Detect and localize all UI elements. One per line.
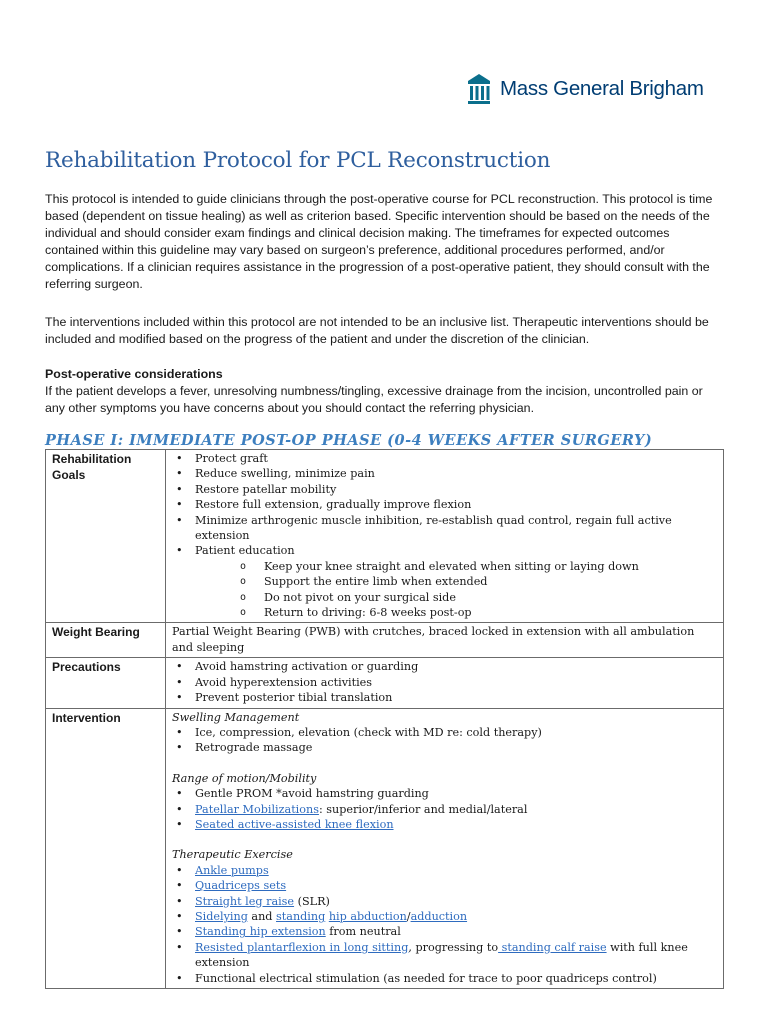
considerations-text: If the patient develops a fever, unresolving numbness/tingling, excessive drainage from the incision, uncontrolled pain or any other symptoms you have concerns about you should contact the referring physician. [45, 384, 703, 415]
plantarflexion-link[interactable]: Resisted plantarflexion in long sitting [195, 940, 409, 954]
standing-link[interactable]: standing [276, 909, 326, 923]
row-label: Rehabilitation Goals [46, 450, 166, 623]
section-title: Therapeutic Exercise [172, 848, 293, 862]
intervention-cell [166, 708, 724, 989]
list-item [172, 894, 717, 909]
list-item-text: from neutral [325, 925, 401, 939]
intro-paragraph: This protocol is intended to guide clinicians through the post-operative course for PCL reconstruction. This protocol is time based (dependent on tissue healing) as well as criterion based. Specific intervention should be based on the needs of the individual and should consider exam findings and clinical decision making. The timeframes for expected outcomes contained within this guideline may vary based on surgeon’s preference, additional procedures performed, and/or complications. If a clinician requires assistance in the progression of a post-operative patient, they should consult with the referring surgeon. [45, 192, 713, 291]
section-title: Swelling Management [172, 710, 300, 724]
list-item [172, 817, 717, 832]
list-item: o Do not pivot on your surgical side [240, 590, 717, 605]
list-item: • Protect graft [172, 451, 717, 466]
post-op-considerations [45, 366, 723, 417]
goals-list [172, 451, 717, 620]
table-row [46, 658, 724, 708]
weight-bearing-cell: Partial Weight Bearing (PWB) with crutches, braced locked in extension with all ambulation and sleeping [166, 623, 724, 658]
table-row [46, 623, 724, 658]
page-title: Rehabilitation Protocol for PCL Reconstruction [45, 148, 551, 173]
exercise-list [172, 863, 717, 986]
patellar-mobilizations-link[interactable]: Patellar Mobilizations [195, 802, 319, 816]
list-item: • Minimize arthrogenic muscle inhibition, re-establish quad control, regain full active extension [172, 513, 717, 544]
list-item-text: with full knee extension [195, 940, 688, 970]
straight-leg-raise-link[interactable]: Straight leg raise [195, 894, 295, 908]
brand-name: Mass General Brigham [500, 77, 704, 100]
rom-list [172, 786, 717, 832]
considerations-heading: Post-operative considerations [45, 367, 223, 381]
list-item [172, 802, 717, 817]
ankle-pumps-link[interactable]: Ankle pumps [195, 863, 269, 877]
interventions-note: The interventions included within this protocol are not intended to be an inclusive list. Therapeutic interventions should be included and modified based on the progress of the patient and under the discretion of the clinician. [45, 315, 709, 346]
list-item: • Gentle PROM *avoid hamstring guarding [172, 786, 717, 801]
adduction-link[interactable]: adduction [410, 909, 468, 923]
spacer [172, 756, 717, 771]
list-item [172, 863, 717, 878]
table-row [46, 450, 724, 623]
quadriceps-sets-link[interactable]: Quadriceps sets [195, 879, 287, 893]
hip-extension-link[interactable]: Standing hip extension [195, 925, 326, 939]
list-item: • Restore patellar mobility [172, 482, 717, 497]
list-item: • Avoid hamstring activation or guarding [172, 659, 717, 674]
goals-cell [166, 450, 724, 623]
list-item-text: (SLR) [294, 894, 330, 908]
spacer [172, 832, 717, 847]
list-item: • Restore full extension, gradually improve flexion [172, 497, 717, 512]
knee-flexion-link[interactable]: Seated active-assisted knee flexion [195, 817, 394, 831]
table-row [46, 708, 724, 989]
brand-logo [466, 72, 704, 106]
section-title: Range of motion/Mobility [172, 771, 317, 785]
calf-raise-link[interactable]: standing calf raise [498, 940, 607, 954]
list-item-text: : superior/inferior and medial/lateral [318, 802, 528, 816]
education-list [195, 559, 717, 621]
phase-one-table [45, 449, 724, 989]
precautions-cell [166, 658, 724, 708]
list-item: o Return to driving: 6-8 weeks post-op [240, 605, 717, 620]
list-item: • Ice, compression, elevation (check with MD re: cold therapy) [172, 725, 717, 740]
list-item: • Avoid hyperextension activities [172, 675, 717, 690]
list-item: • Prevent posterior tibial translation [172, 690, 717, 705]
list-item [172, 924, 717, 939]
list-item: • Reduce swelling, minimize pain [172, 466, 717, 481]
list-item [172, 878, 717, 893]
list-item-text: and [247, 909, 277, 923]
list-item [172, 940, 717, 971]
list-item: o Keep your knee straight and elevated when sitting or laying down [240, 559, 717, 574]
list-item-text: Patient education [195, 544, 295, 558]
hip-abduction-link[interactable]: hip abduction [328, 909, 407, 923]
list-item: • Functional electrical stimulation (as needed for trace to poor quadriceps control) [172, 971, 717, 986]
phase-heading: PHASE I: IMMEDIATE POST-OP PHASE (0-4 WEEKS AFTER SURGERY) [45, 432, 653, 449]
list-item: o Support the entire limb when extended [240, 574, 717, 589]
sidelying-link[interactable]: Sidelying [195, 909, 248, 923]
row-label: Precautions [46, 658, 166, 708]
list-item-text: , progressing to [408, 940, 499, 954]
list-item [172, 543, 717, 620]
swelling-list [172, 725, 717, 756]
list-item: • Retrograde massage [172, 740, 717, 755]
building-columns-icon [466, 72, 492, 106]
list-item-text: / [406, 909, 411, 923]
precautions-list [172, 659, 717, 705]
list-item [172, 909, 717, 924]
row-label: Weight Bearing [46, 623, 166, 658]
row-label: Intervention [46, 708, 166, 989]
